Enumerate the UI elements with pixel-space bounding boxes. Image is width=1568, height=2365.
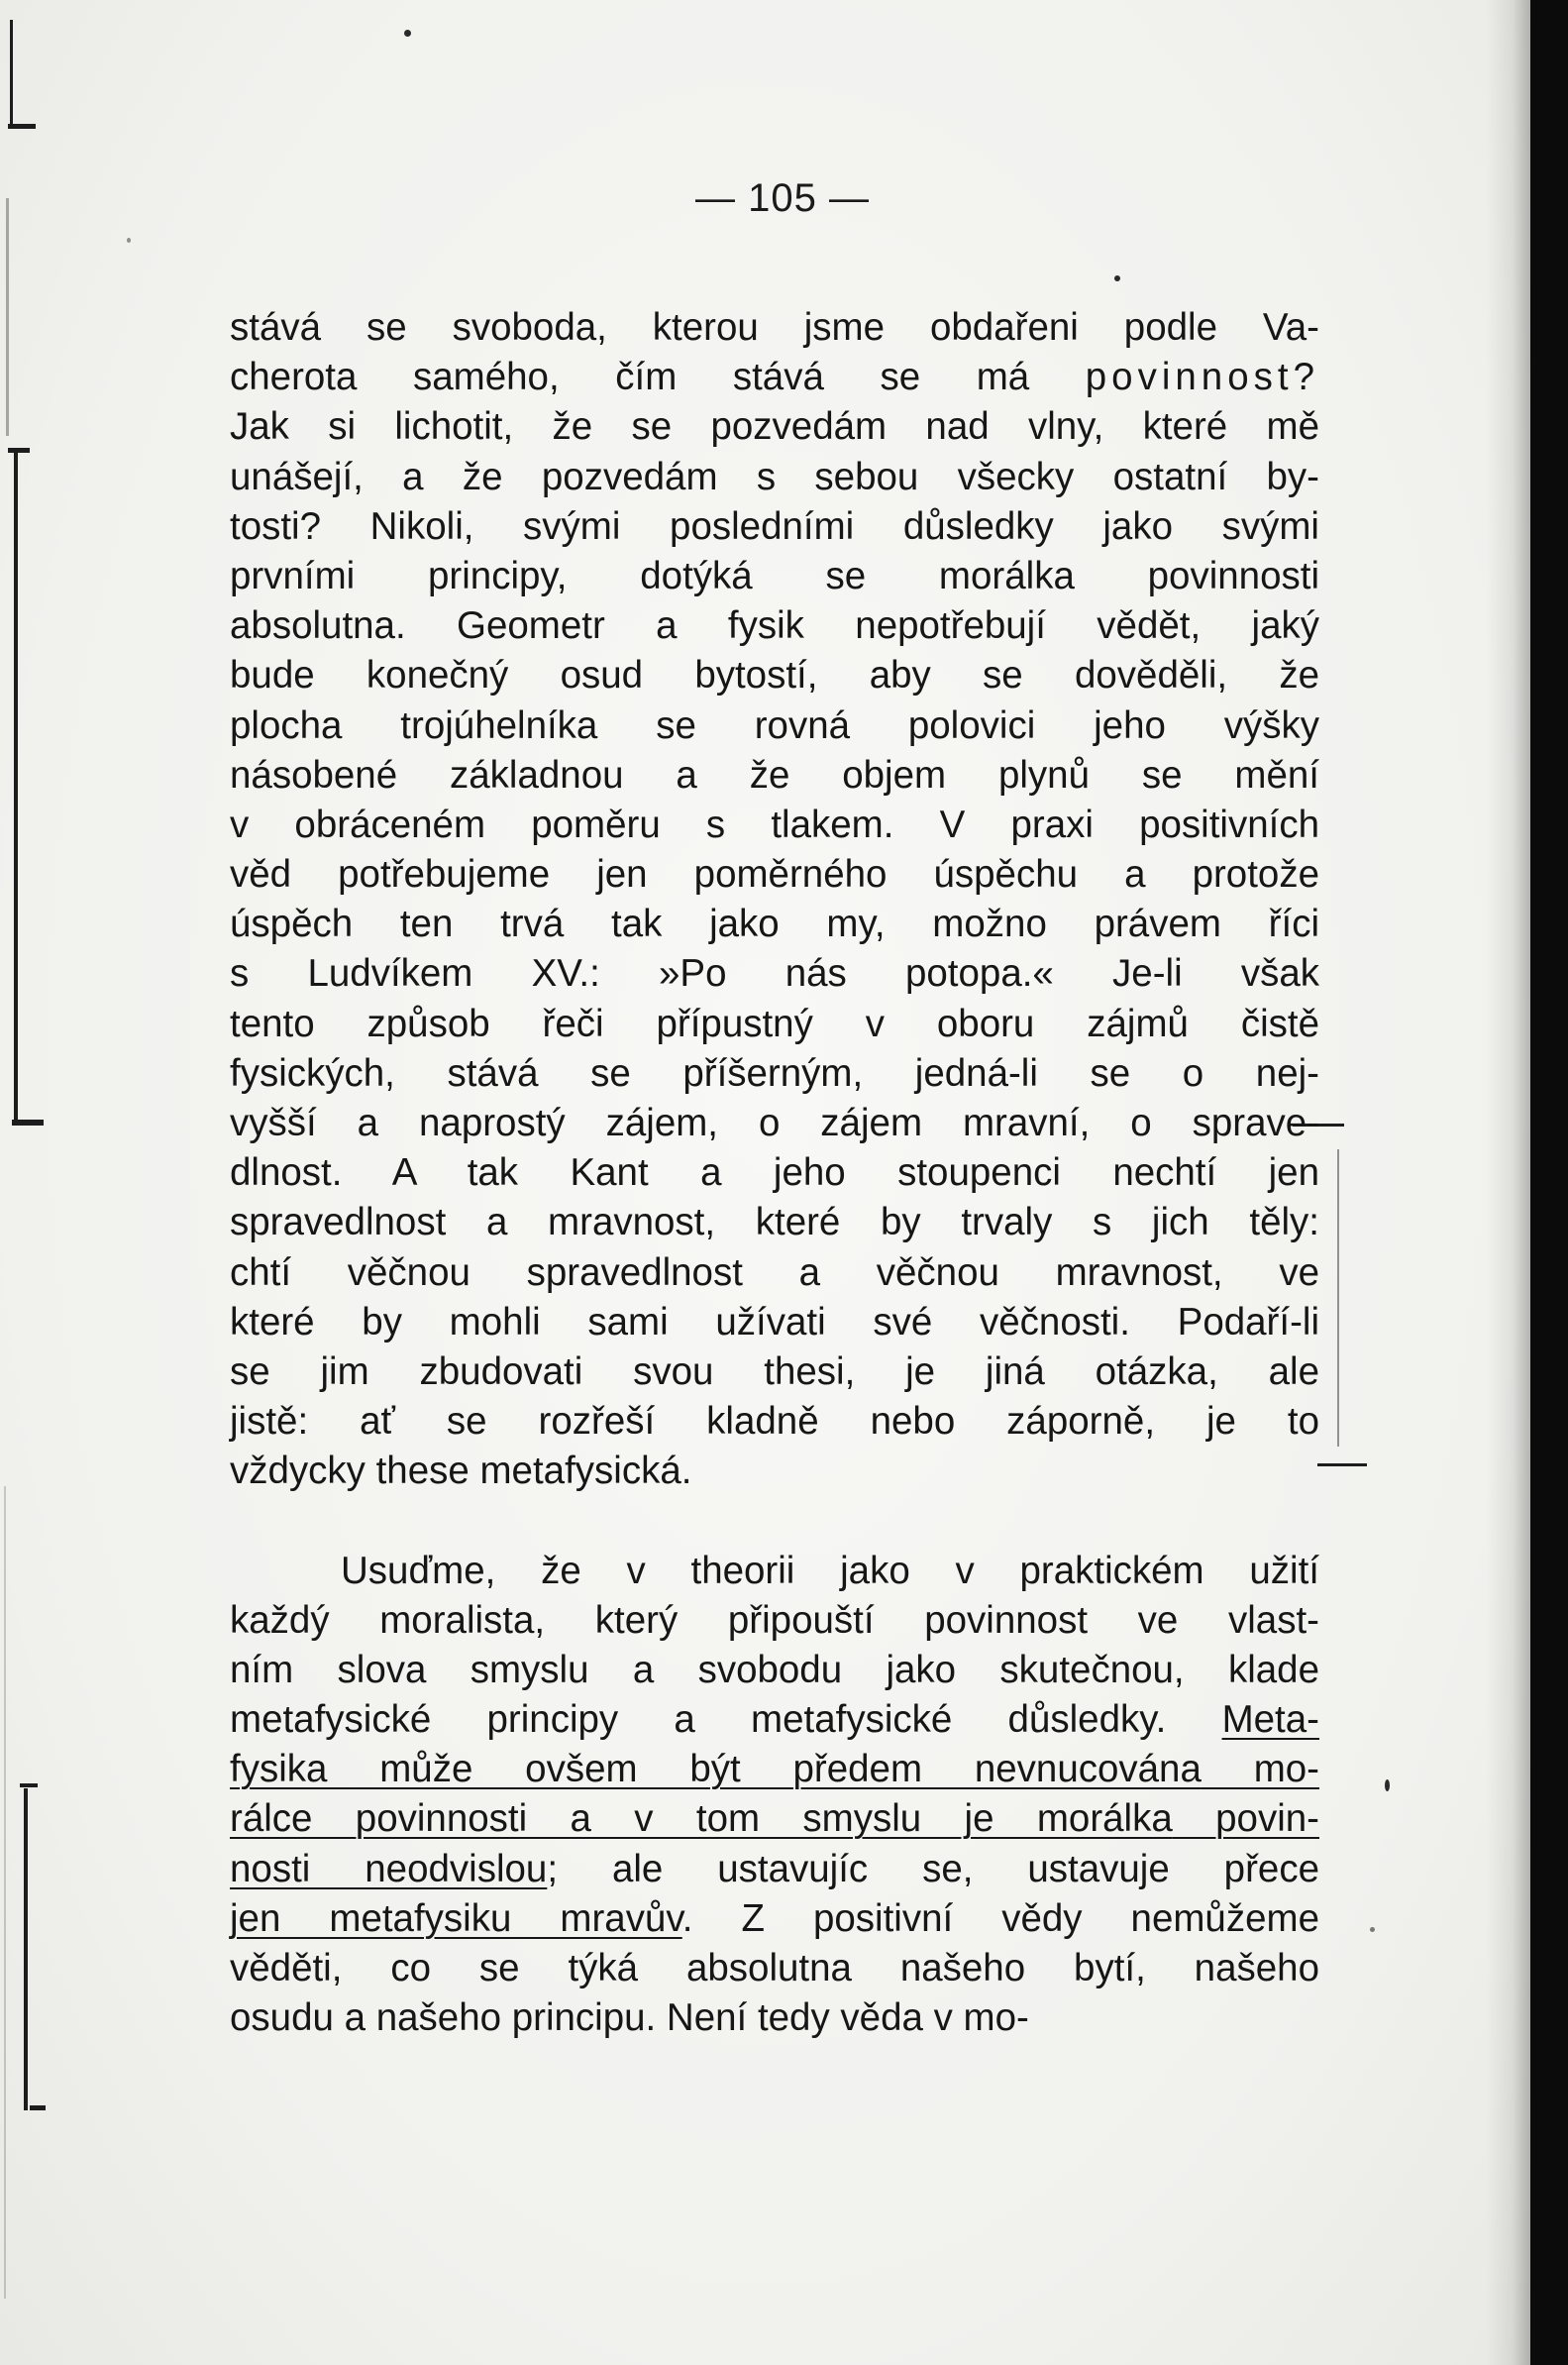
margin-mark xyxy=(1317,1463,1367,1466)
text-line: osudu a našeho principu. Není tedy věda v mo- xyxy=(230,1996,1029,2040)
text-fragment: metafysické principy a metafysické důsledky. xyxy=(230,1698,1222,1742)
text-line: plocha trojúhelníka se rovná polovici jeho výšky xyxy=(230,703,1319,747)
text-line: spravedlnost a mravnost, které by trvaly s jich těly: xyxy=(230,1201,1319,1244)
margin-mark xyxy=(6,198,9,436)
text-line: ním slova smyslu a svobodu jako skutečnou, klade xyxy=(230,1648,1319,1691)
page-edge-shadow xyxy=(1486,0,1530,2365)
emphasized-word: povinnost? xyxy=(1085,356,1319,399)
speck xyxy=(1385,1779,1390,1791)
text-line: vyšší a naprostý zájem, o zájem mravní, o sprave- xyxy=(230,1102,1319,1144)
text-fragment: cherota samého, čím stává se má xyxy=(230,356,1086,399)
text-line: prvními principy, dotýká se morálka povinnosti xyxy=(230,554,1319,597)
text-line: absolutna. Geometr a fysik nepotřebují vědět, jaký xyxy=(230,604,1319,648)
margin-mark xyxy=(24,1788,28,2110)
paragraph-gap xyxy=(230,1497,1319,1547)
margin-mark xyxy=(1337,1149,1339,1447)
text-line: věd potřebujeme jen poměrného úspěchu a protože xyxy=(230,853,1319,897)
margin-mark xyxy=(20,1783,38,1787)
text-line: násobené základnou a že objem plynů se mění xyxy=(230,753,1319,797)
margin-mark xyxy=(8,124,36,129)
underlined-text: rálce povinnosti a v tom smyslu je morálka xyxy=(230,1797,1173,1841)
text-line: bude konečný osud bytostí, aby se dověděli, že xyxy=(230,654,1319,698)
text-fragment: ; ale ustavujíc se, ustavuje přece xyxy=(547,1847,1319,1890)
margin-mark xyxy=(30,2105,46,2110)
margin-mark xyxy=(10,20,13,129)
text-line: se jim zbudovati svou thesi, je jiná otázka, ale xyxy=(230,1349,1319,1393)
underlined-text: nosti neodvislou xyxy=(230,1847,548,1890)
text-line xyxy=(230,1845,1319,1894)
text-line: Jak si lichotit, že se pozvedám nad vlny, které mě xyxy=(230,405,1319,449)
text-line: dlnost. A tak Kant a jeho stoupenci nechtí jen xyxy=(230,1151,1319,1195)
text-line: Usuďme, že v theorii jako v praktickém užití xyxy=(341,1549,1319,1592)
text-line: které by mohli sami užívati své věčnosti. Podaří-li xyxy=(230,1300,1319,1344)
underlined-text: jen metafysiku mravův xyxy=(230,1896,682,1940)
text-line xyxy=(230,1794,1319,1844)
text-line xyxy=(230,1745,1319,1794)
margin-mark xyxy=(8,448,30,453)
body-text xyxy=(230,303,1319,2043)
text-line: chtí věčnou spravedlnost a věčnou mravnost, ve xyxy=(230,1250,1319,1294)
text-line: každý moralista, který připouští povinnost ve vlast- xyxy=(230,1598,1319,1642)
text-line: unášejí, a že pozvedám s sebou všecky ostatní by- xyxy=(230,455,1319,498)
margin-mark xyxy=(12,1120,44,1126)
text-line: fysických, stává se příšerným, jedná-li se o nej- xyxy=(230,1051,1319,1095)
text-fragment: . Z positivní vědy nemůžeme xyxy=(681,1896,1319,1940)
underlined-text: povin- xyxy=(1172,1797,1319,1841)
text-line: v obráceném poměru s tlakem. V praxi positivních xyxy=(230,803,1319,846)
speck xyxy=(127,238,131,243)
underlined-text: mo- xyxy=(1201,1748,1319,1791)
speck xyxy=(1114,275,1120,281)
margin-mark xyxy=(4,1486,6,2299)
text-line xyxy=(230,353,1319,402)
page-number: — 105 — xyxy=(695,176,870,220)
text-line: věděti, co se týká absolutna našeho bytí, našeho xyxy=(230,1947,1319,1989)
speck xyxy=(404,30,411,37)
margin-mark xyxy=(14,451,18,1125)
text-line: jistě: ať se rozřeší kladně nebo záporně, je to xyxy=(230,1400,1319,1444)
text-line: s Ludvíkem XV.: »Po nás potopa.« Je-li však xyxy=(230,952,1319,996)
text-line xyxy=(230,1894,1319,1944)
text-line: vždycky these metafysická. xyxy=(230,1450,692,1493)
speck xyxy=(1370,1927,1375,1932)
text-line: stává se svoboda, kterou jsme obdařeni podle Va- xyxy=(230,306,1319,349)
text-line: tosti? Nikoli, svými posledními důsledky jako svými xyxy=(230,504,1319,548)
underlined-text: Meta- xyxy=(1221,1698,1319,1742)
text-line xyxy=(230,1695,1319,1745)
text-line: tento způsob řeči přípustný v oboru zájmů čistě xyxy=(230,1002,1319,1045)
text-line: úspěch ten trvá tak jako my, možno právem říci xyxy=(230,903,1319,946)
underlined-text: fysika může ovšem být předem nevnucována xyxy=(230,1748,1202,1791)
